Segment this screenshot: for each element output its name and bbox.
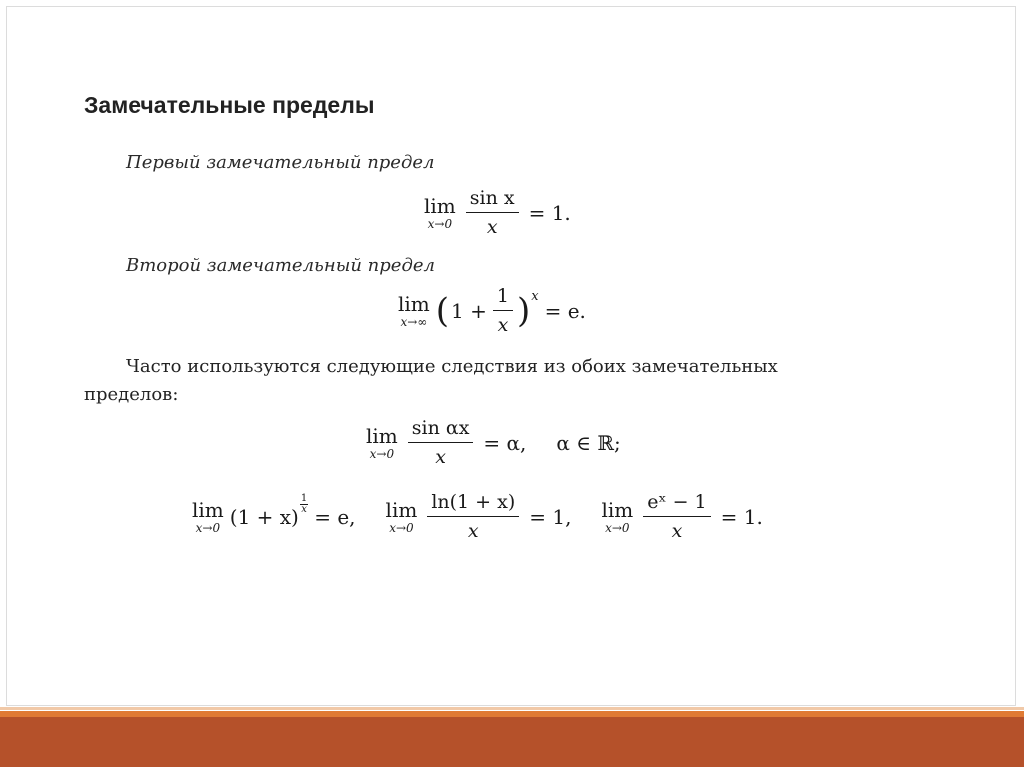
lim-operator: [424, 195, 456, 231]
denominator: x: [497, 314, 509, 336]
right-hand-side: = 1.: [528, 200, 571, 225]
numerator: ln(1 + x): [427, 490, 519, 517]
lim-subscript: x→0: [427, 216, 453, 231]
lim-subscript: x→0: [369, 446, 395, 461]
first-limit-formula: [424, 186, 571, 239]
lim-word: lim: [385, 497, 418, 522]
second-limit-label: Второй замечательный предел: [126, 255, 435, 276]
right-hand-side: = α,: [483, 430, 527, 455]
first-limit-label: Первый замечательный предел: [126, 152, 435, 173]
numerator: 1: [493, 284, 513, 311]
right-hand-side: = e,: [314, 504, 356, 529]
lim-subscript: x→0: [605, 520, 630, 535]
one-plus: 1 +: [451, 298, 487, 323]
lim-subscript: x→∞: [400, 314, 428, 329]
denominator: x: [435, 446, 446, 468]
paragraph-line-1: Часто используются следующие следствия из обоих замечательных: [126, 356, 778, 377]
lim-word: lim: [424, 193, 456, 218]
denominator: x: [671, 520, 683, 542]
right-hand-side: = 1.: [720, 504, 763, 529]
lim-word: lim: [192, 497, 224, 522]
right-hand-side: = e.: [544, 298, 586, 323]
fraction: [427, 490, 519, 543]
lim-operator: [192, 499, 224, 535]
right-hand-side: = 1,: [529, 504, 572, 529]
lim-operator: [386, 499, 418, 535]
fraction: [466, 186, 519, 239]
lim-operator: [366, 425, 398, 461]
close-paren: ): [516, 290, 531, 331]
consequence-sin-alpha: [366, 416, 621, 469]
denominator: x: [486, 216, 498, 238]
fraction: [493, 284, 513, 337]
page-title: Замечательные пределы: [84, 92, 375, 118]
exponent: x: [531, 289, 539, 304]
numerator: eˣ − 1: [643, 490, 710, 517]
exponent-fraction: [300, 494, 308, 515]
lim-word: lim: [398, 291, 430, 316]
lim-word: lim: [601, 497, 634, 522]
exponent-denominator: x: [301, 504, 307, 515]
consequence-row: [192, 490, 763, 543]
lim-subscript: x→0: [195, 520, 221, 535]
open-paren: (: [435, 290, 450, 331]
exponent-numerator: 1: [300, 493, 308, 504]
base-expression: (1 + x): [229, 504, 299, 529]
footer-accent-line: [0, 707, 1024, 710]
lim-operator: [601, 499, 633, 535]
second-limit-formula: [398, 284, 586, 337]
condition: α ∈ ℝ;: [556, 430, 621, 455]
numerator: sin x: [466, 186, 519, 213]
lim-word: lim: [366, 423, 398, 448]
paragraph-line-2: пределов:: [84, 384, 179, 405]
fraction: [643, 490, 710, 543]
denominator: x: [467, 520, 479, 542]
fraction: [408, 416, 474, 469]
lim-subscript: x→0: [389, 520, 414, 535]
footer-bar: [0, 711, 1024, 767]
numerator: sin αx: [408, 416, 474, 443]
lim-operator: [398, 293, 430, 329]
